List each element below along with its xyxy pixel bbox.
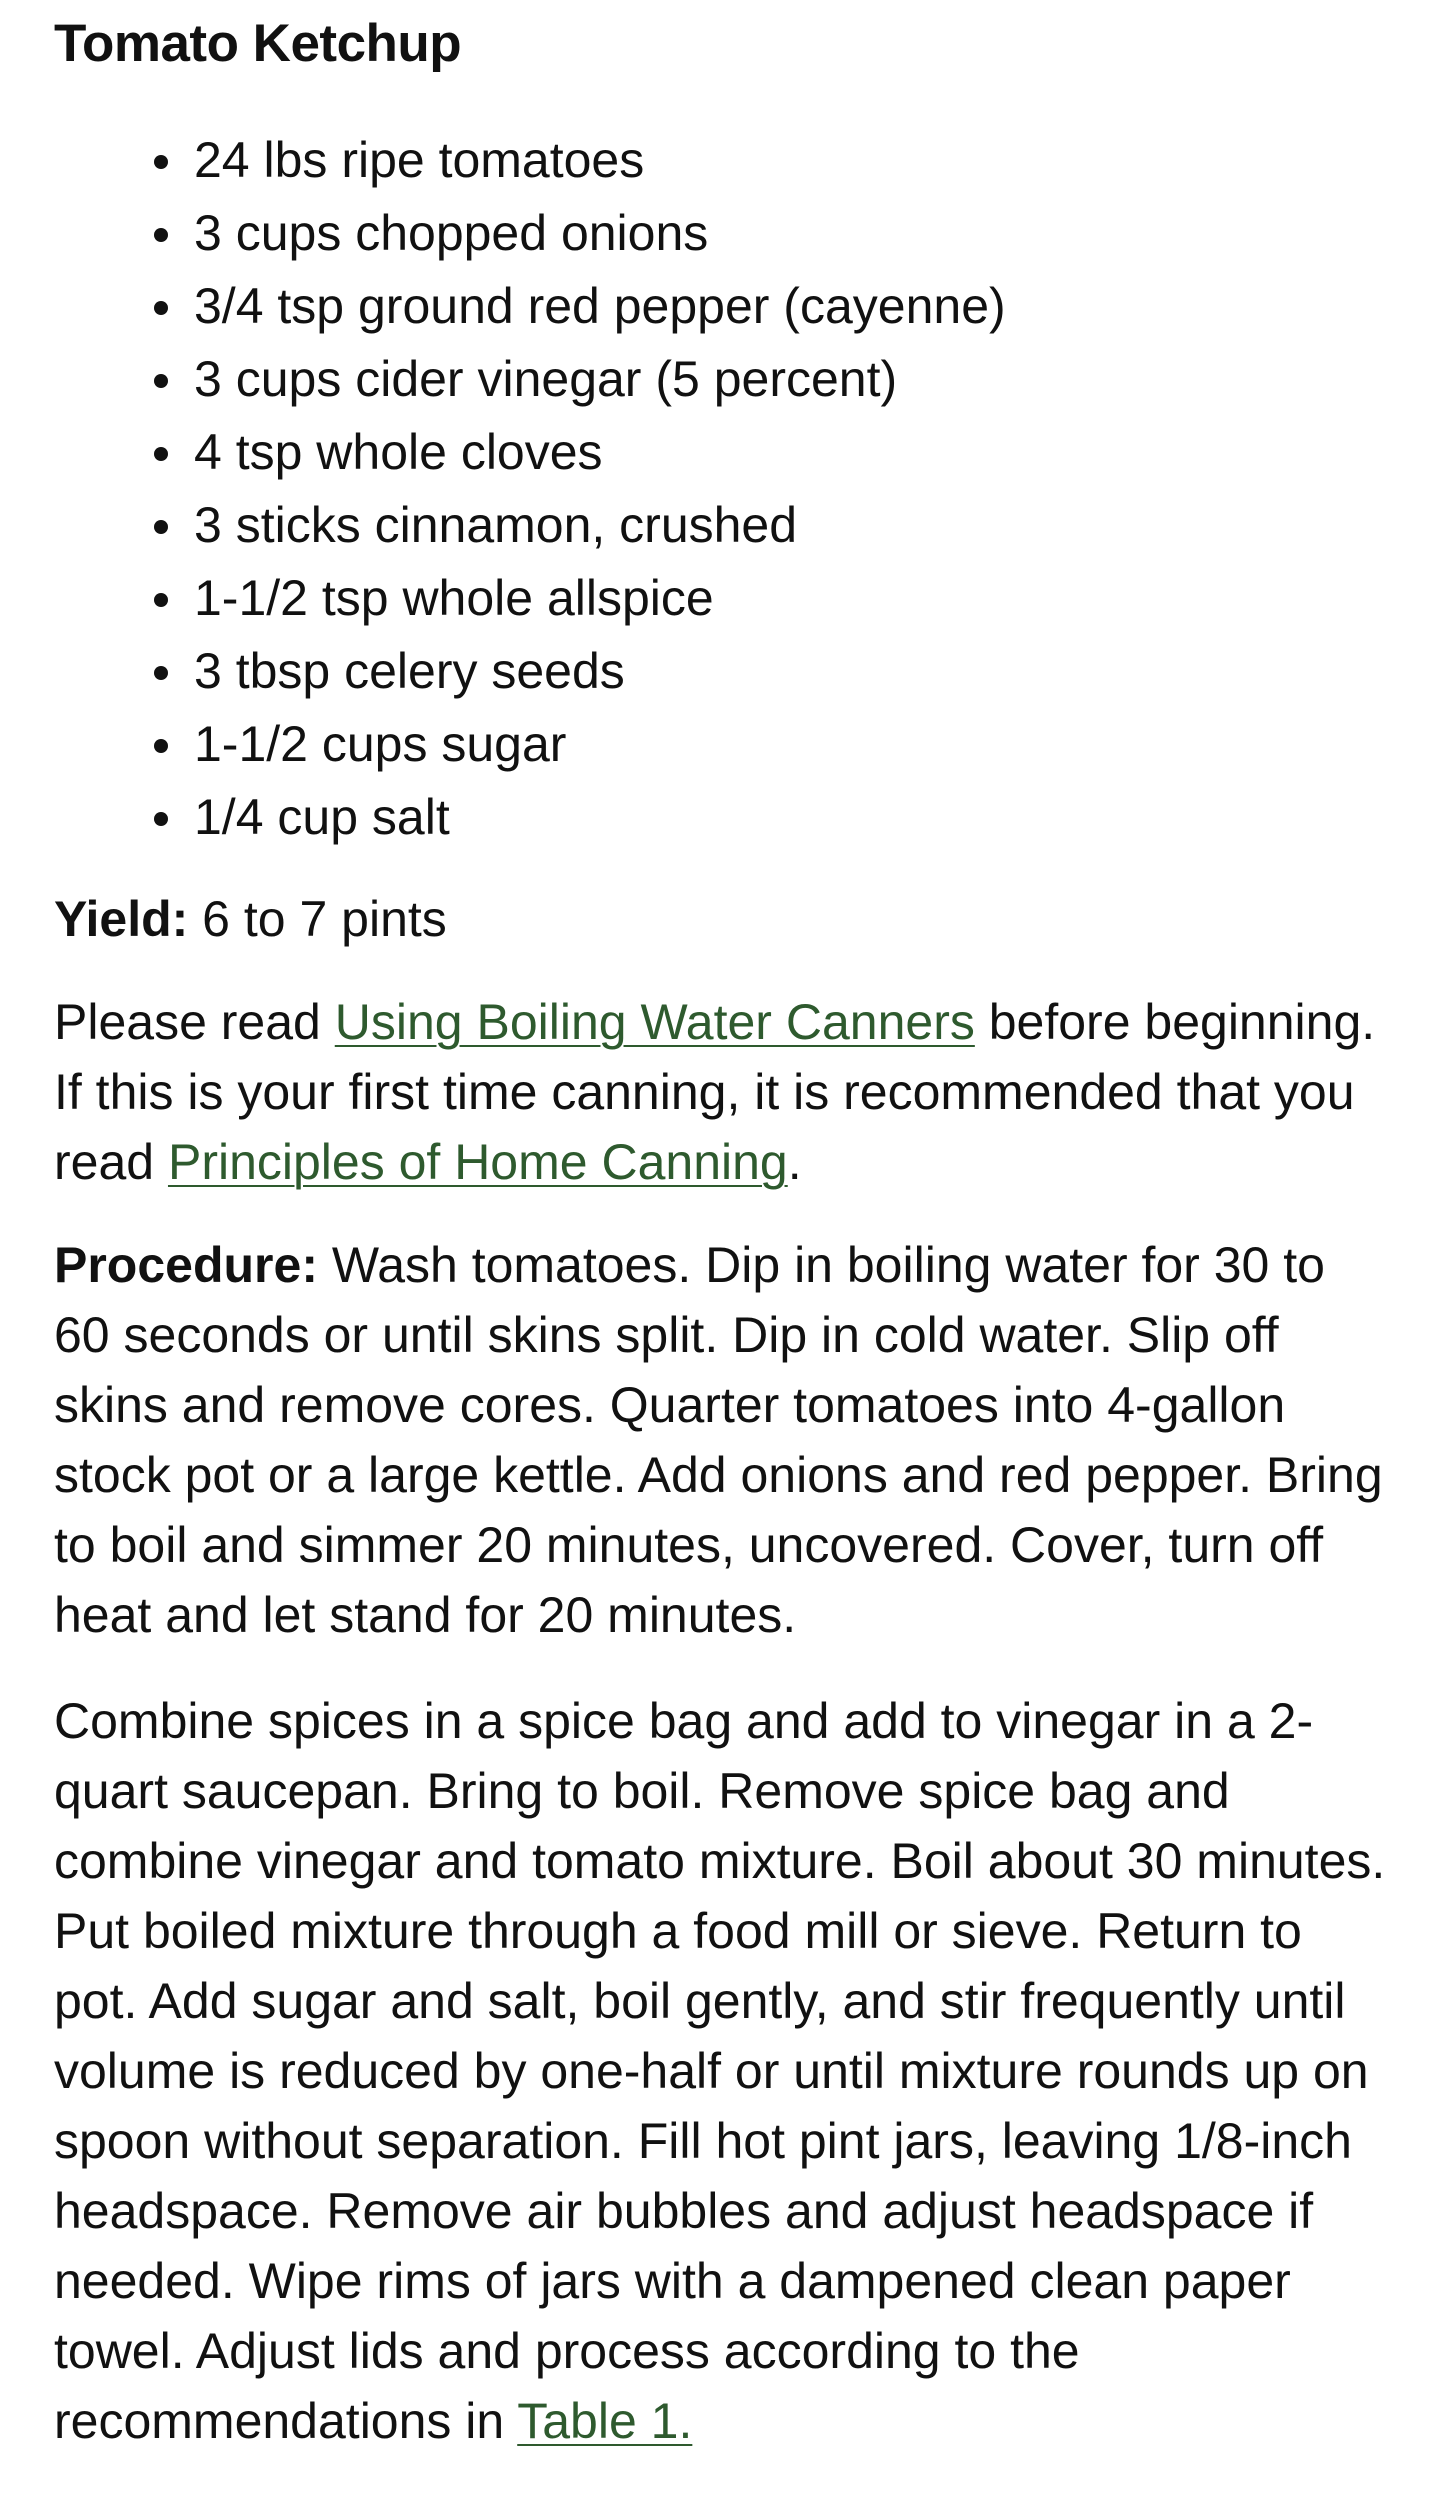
yield-line xyxy=(54,884,1386,954)
ingredient-item: 4 tsp whole cloves xyxy=(194,416,1386,489)
yield-value: 6 to 7 pints xyxy=(188,891,447,947)
procedure-text: Wash tomatoes. Dip in boiling water for 30 to 60 seconds or until skins split. Dip in cold water. Slip off skins and remove cores. Quarter tomatoes into 4-gallon stock pot or a large kettle. Add onions and red pepper. Bring to boil and simmer 20 minutes, uncovered. Cover, turn off heat and let stand for 20 minutes. xyxy=(54,1237,1383,1643)
ingredient-item: 3 tbsp celery seeds xyxy=(194,635,1386,708)
combine-paragraph xyxy=(54,1686,1386,2456)
intro-text-after: . xyxy=(787,1134,802,1190)
procedure-paragraph xyxy=(54,1230,1386,1650)
intro-paragraph xyxy=(54,987,1386,1197)
principles-of-home-canning-link[interactable]: Principles of Home Canning xyxy=(167,1134,788,1190)
ingredient-item: 3 cups chopped onions xyxy=(194,197,1386,270)
ingredient-item: 3/4 tsp ground red pepper (cayenne) xyxy=(194,270,1386,343)
ingredient-item: 1/4 cup salt xyxy=(194,781,1386,854)
intro-text-middle: before beginning. If this is your first time canning, it is recommended that you read xyxy=(54,994,1376,1190)
combine-text: Combine spices in a spice bag and add to vinegar in a 2-quart saucepan. Bring to boil. Remove spice bag and combine vinegar and tomato mixture. Boil about 30 minutes. Put boiled mixture through a food mill or sieve. Return to pot. Add sugar and salt, boil gently, and stir frequently until volume is reduced by one-half or until mixture rounds up on spoon without separation. Fill hot pint jars, leaving 1/8-inch headspace. Remove air bubbles and adjust headspace if needed. Wipe rims of jars with a dampened clean paper towel. Adjust lids and process according to the recommendations in xyxy=(54,1693,1386,2449)
yield-label: Yield: xyxy=(54,891,189,947)
boiling-water-canners-link[interactable]: Using Boiling Water Canners xyxy=(334,994,975,1050)
ingredient-item: 3 sticks cinnamon, crushed xyxy=(194,489,1386,562)
table-1-link[interactable]: Table 1. xyxy=(517,2393,693,2449)
ingredients-list xyxy=(54,124,1386,854)
procedure-label: Procedure: xyxy=(54,1237,318,1293)
recipe-title: Tomato Ketchup xyxy=(54,14,462,73)
ingredient-item: 1-1/2 tsp whole allspice xyxy=(194,562,1386,635)
ingredient-item: 1-1/2 cups sugar xyxy=(194,708,1386,781)
intro-text-before: Please read xyxy=(54,994,335,1050)
ingredient-item: 3 cups cider vinegar (5 percent) xyxy=(194,343,1386,416)
ingredient-item: 24 lbs ripe tomatoes xyxy=(194,124,1386,197)
